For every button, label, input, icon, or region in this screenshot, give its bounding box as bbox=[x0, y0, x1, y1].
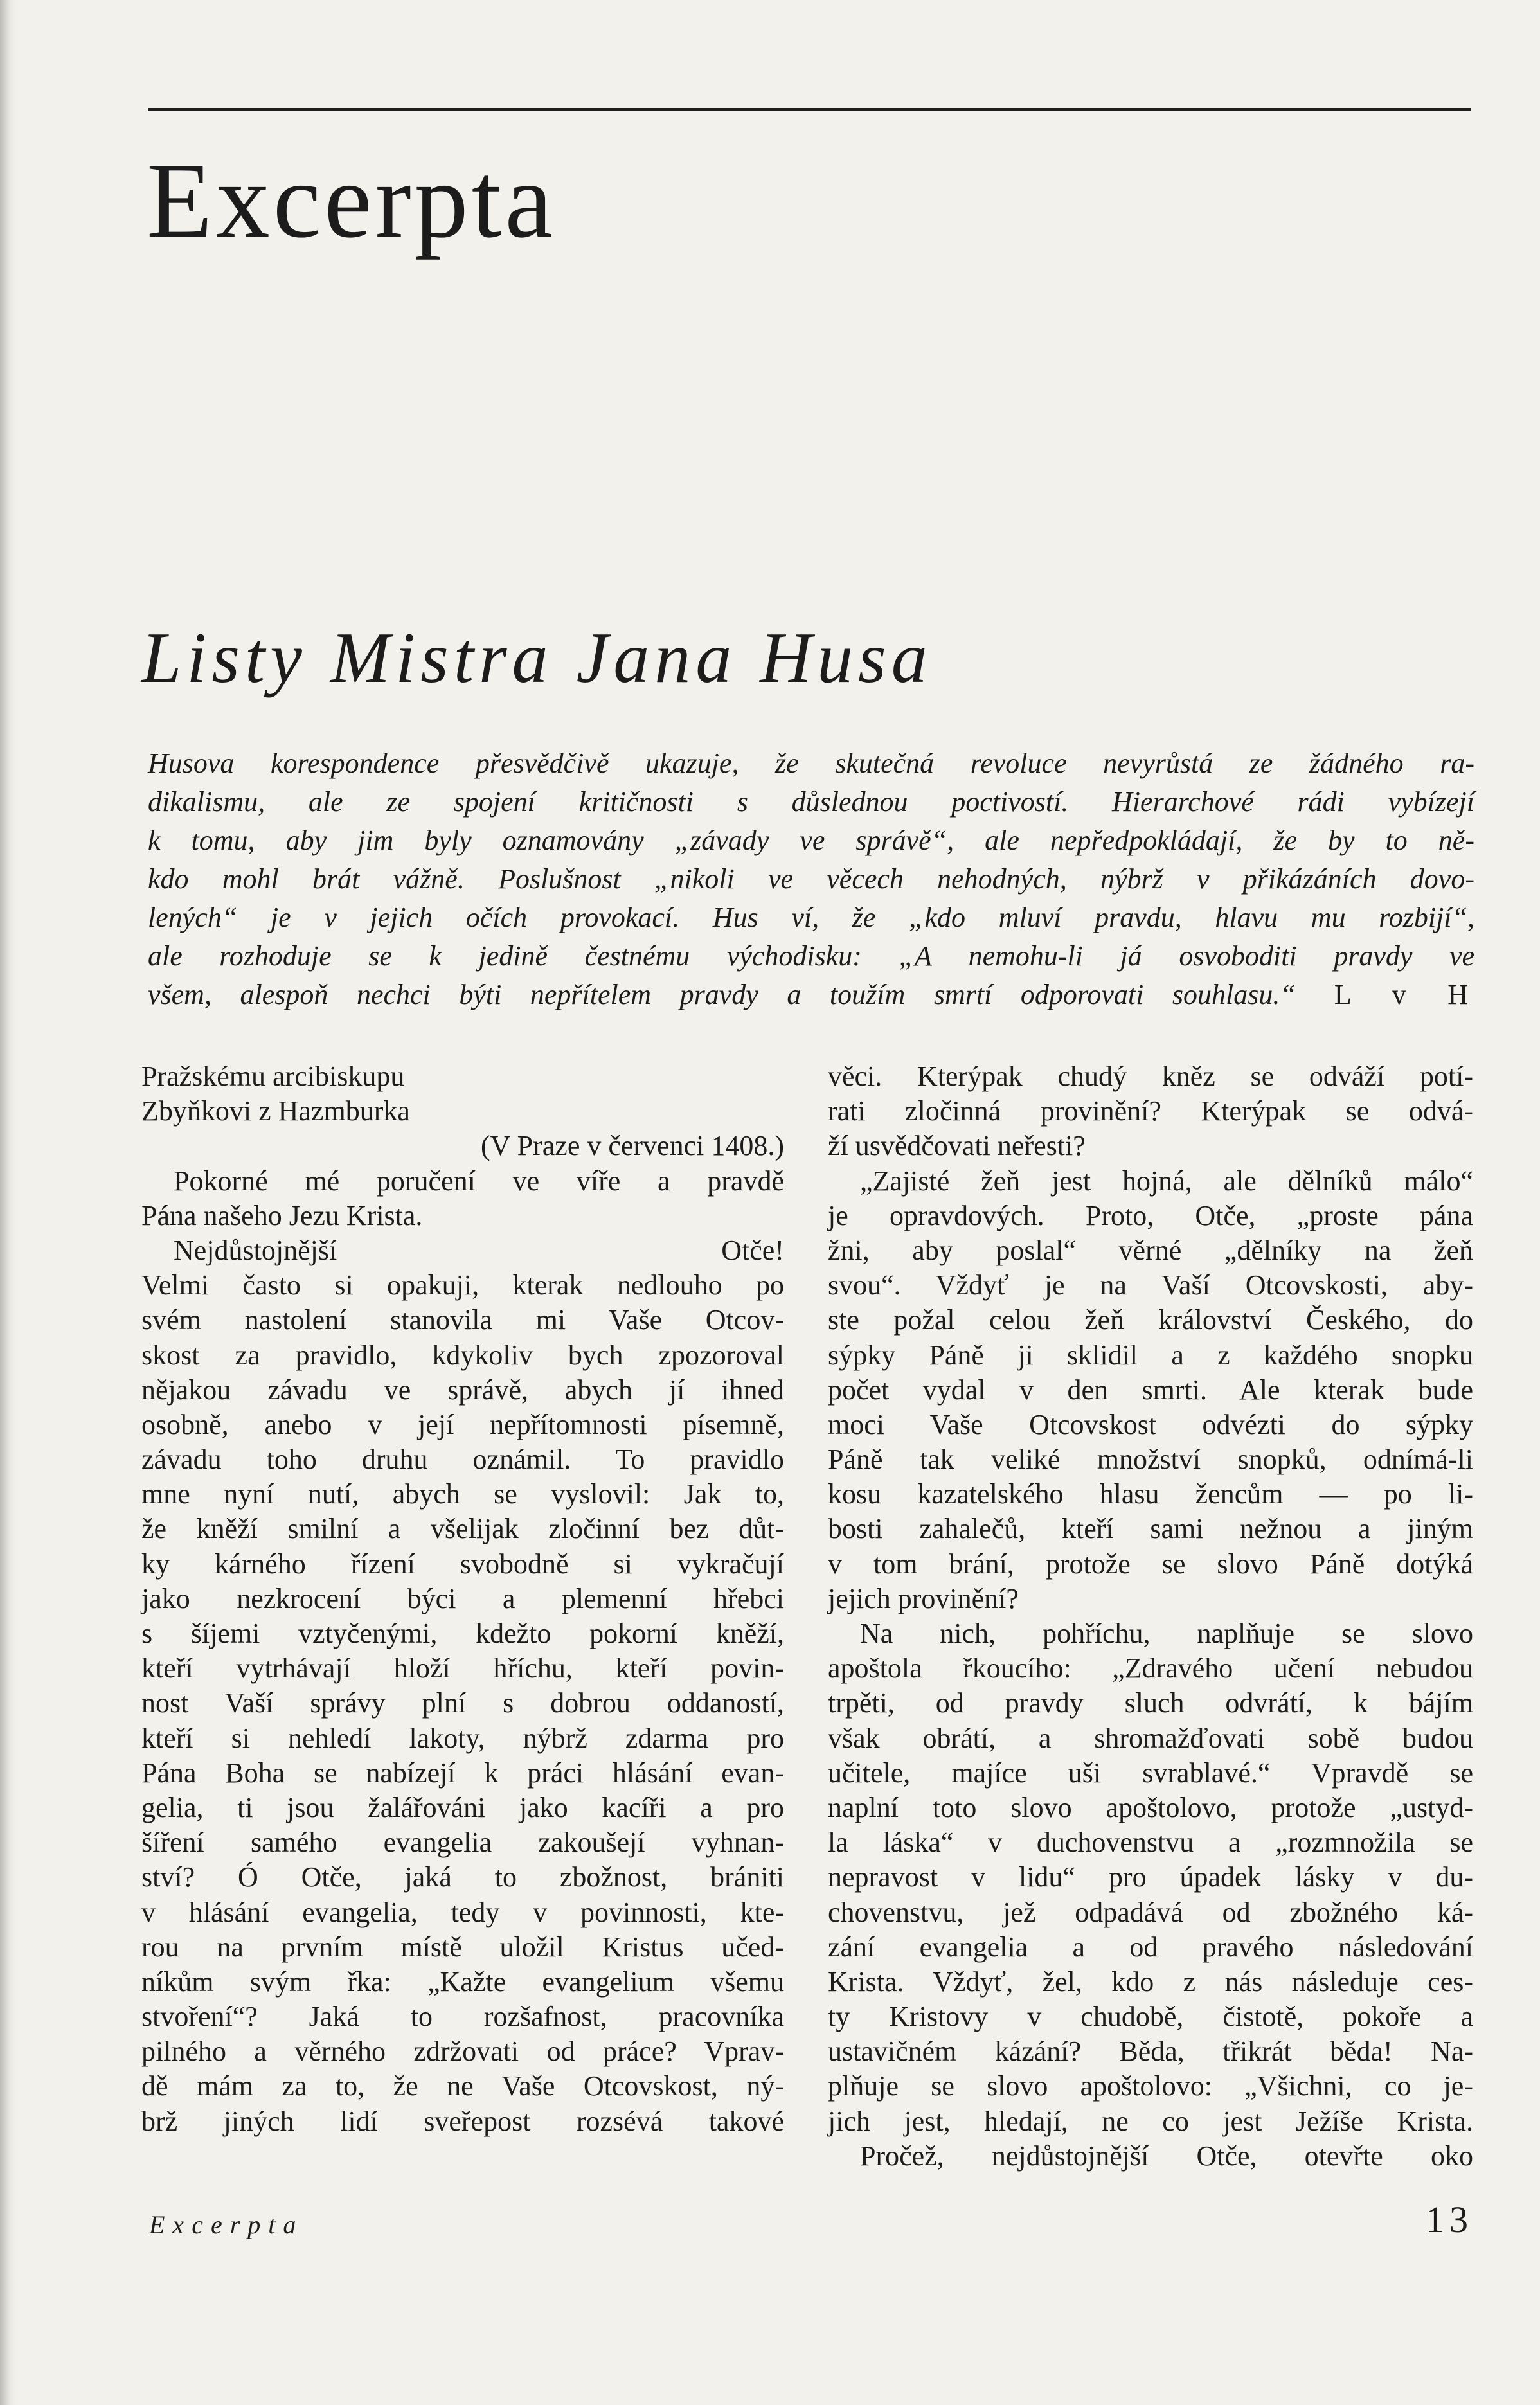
left_column-line: Pražskému arcibiskupu bbox=[141, 1060, 405, 1092]
left_column-line: rou na prvním místě uložil Kristus učed- bbox=[141, 1931, 784, 1963]
footer-label: Excerpta bbox=[149, 2210, 304, 2239]
right_column-line: rati zločinná provinění? Kterýpak se odvá- bbox=[828, 1095, 1473, 1127]
section-title: Excerpta bbox=[147, 141, 556, 260]
left_column-line: Velmi často si opakuji, kterak nedlouho po bbox=[141, 1269, 784, 1301]
left_column-line: (V Praze v červenci 1408.) bbox=[481, 1130, 784, 1162]
right_column-line: však obrátí, a shromažďovati sobě budou bbox=[828, 1722, 1473, 1754]
right_column-line: svou“. Vždyť je na Vaší Otcovskosti, aby- bbox=[828, 1269, 1473, 1301]
abstract-signature: L v H bbox=[1334, 979, 1474, 1010]
right-column bbox=[828, 1059, 1473, 2174]
right_column-line: Páně tak veliké množství snopků, odnímá-li bbox=[828, 1444, 1473, 1476]
abstract-line: všem, alespoň nechci býti nepřítelem pravdy a toužím smrtí odporovati souhlasu.“ bbox=[148, 979, 1296, 1010]
left_column-line: pilného a věrného zdržovati od práce? Vprav- bbox=[141, 2035, 784, 2068]
page-number: 13 bbox=[1426, 2199, 1473, 2240]
article-title: Listy Mistra Jana Husa bbox=[141, 618, 933, 698]
left_column-line: Pána našeho Jezu Krista. bbox=[141, 1199, 423, 1231]
left_column-line: osobně, anebo v její nepřítomnosti písemně, bbox=[141, 1408, 784, 1440]
left_column-line: v hlásání evangelia, tedy v povinnosti, kte- bbox=[141, 1896, 784, 1928]
left_column-line: jako nezkrocení býci a plemenní hřebci bbox=[141, 1582, 784, 1614]
right_column-line: učitele, majíce uši svrablavé.“ Vpravdě se bbox=[828, 1757, 1473, 1789]
right_column-line: „Zajisté žeň jest hojná, ale dělníků málo“ bbox=[860, 1165, 1473, 1197]
right_column-line: bosti zahalečů, kteří sami nežnou a jiným bbox=[828, 1513, 1473, 1545]
right_column-line: apoštola řkoucího: „Zdravého učení nebudou bbox=[828, 1652, 1473, 1685]
left_column-line: Nejdůstojnější Otče! bbox=[174, 1234, 784, 1266]
abstract-line: ale rozhoduje se k jedině čestnému východisku: „A nemohu-li já osvoboditi pravdy ve bbox=[148, 940, 1474, 972]
abstract-line: Husova korespondence přesvědčivě ukazuje, že skutečná revoluce nevyrůstá ze žádného ra- bbox=[148, 747, 1474, 779]
right_column-line: plňuje se slovo apoštolovo: „Všichni, co je- bbox=[828, 2070, 1473, 2102]
top-rule bbox=[148, 108, 1471, 111]
right_column-line: nepravost v lidu“ pro úpadek lásky v du- bbox=[828, 1861, 1473, 1893]
left_column-line: brž jiných lidí sveřepost rozsévá takové bbox=[141, 2105, 784, 2137]
right_column-line: ty Kristovy v chudobě, čistotě, pokoře a bbox=[828, 2001, 1473, 2033]
right_column-line: věci. Kterýpak chudý kněz se odváží potí- bbox=[828, 1060, 1473, 1092]
left_column-line: kteří si nehledí lakoty, nýbrž zdarma pro bbox=[141, 1722, 784, 1754]
right_column-line: je opravdových. Proto, Otče, „proste pána bbox=[828, 1199, 1473, 1231]
right_column-line: zání evangelia a od pravého následování bbox=[828, 1931, 1473, 1963]
right_column-line: jejich provinění? bbox=[828, 1582, 1019, 1614]
left_column-line: gelia, ti jsou žalářováni jako kacíři a pro bbox=[141, 1791, 784, 1823]
left_column-line: kteří vytrhávají hloží hříchu, kteří povin- bbox=[141, 1652, 784, 1685]
left_column-line: skost za pravidlo, kdykoliv bych zpozoroval bbox=[141, 1339, 784, 1371]
left_column-line: šíření samého evangelia zakoušejí vyhnan- bbox=[141, 1827, 784, 1859]
left_column-line: Pokorné mé poručení ve víře a pravdě bbox=[174, 1165, 784, 1197]
right_column-line: kosu kazatelského hlasu žencům — po li- bbox=[828, 1478, 1473, 1510]
left_column-line: Pána Boha se nabízejí k práci hlásání evan- bbox=[141, 1757, 784, 1789]
left_column-line: závadu toho druhu oznámil. To pravidlo bbox=[141, 1444, 784, 1476]
right_column-line: ste požal celou žeň království Českého, do bbox=[828, 1304, 1473, 1336]
right_column-line: chovenstvu, jež odpadává od zbožného ká- bbox=[828, 1896, 1473, 1928]
abstract-line: lených“ je v jejich očích provokací. Hus ví, že „kdo mluví pravdu, hlavu mu rozbijí“, bbox=[148, 902, 1474, 933]
right_column-line: jich jest, hledají, ne co jest Ježíše Krista. bbox=[828, 2105, 1473, 2137]
right_column-line: naplní toto slovo apoštolovo, protože „ustyd- bbox=[828, 1791, 1473, 1823]
right_column-line: trpěti, od pravdy sluch odvrátí, k bájím bbox=[828, 1687, 1473, 1719]
left_column-line: nost Vaší správy plní s dobrou oddaností, bbox=[141, 1687, 784, 1719]
right_column-line: Pročež, nejdůstojnější Otče, otevřte oko bbox=[860, 2140, 1473, 2172]
right_column-line: sýpky Páně ji sklidil a z každého snopku bbox=[828, 1339, 1473, 1371]
abstract-line: kdo mohl brát vážně. Poslušnost „nikoli ve věcech nehodných, nýbrž v přikázáních dovo- bbox=[148, 863, 1474, 895]
left_column-line: dě mám za to, že ne Vaše Otcovskost, ný- bbox=[141, 2070, 784, 2102]
left_column-line: svém nastolení stanovila mi Vaše Otcov- bbox=[141, 1304, 784, 1336]
right_column-line: Na nich, pohříchu, naplňuje se slovo bbox=[860, 1618, 1473, 1649]
abstract bbox=[148, 744, 1474, 1014]
right_column-line: Krista. Vždyť, žel, kdo z nás následuje ces- bbox=[828, 1965, 1473, 1998]
abstract-line: k tomu, aby jim byly oznamovány „závady ve správě“, ale nepředpokládají, že by to ně- bbox=[148, 825, 1474, 856]
scan-edge bbox=[0, 0, 17, 2405]
left_column-line: níkům svým řka: „Kažte evangelium všemu bbox=[141, 1965, 784, 1998]
right_column-line: v tom brání, protože se slovo Páně dotýká bbox=[828, 1548, 1473, 1580]
left_column-line: Zbyňkovi z Hazmburka bbox=[141, 1095, 410, 1127]
right_column-line: moci Vaše Otcovskost odvézti do sýpky bbox=[828, 1408, 1473, 1440]
left_column-line: nějakou závadu ve správě, abych jí ihned bbox=[141, 1373, 784, 1406]
left_column-line: s šíjemi vztyčenými, kdežto pokorní kněží, bbox=[141, 1618, 784, 1649]
left_column-line: ky kárného řízení svobodně si vykračují bbox=[141, 1548, 784, 1580]
abstract-last-line bbox=[148, 976, 1474, 1014]
right_column-line: la láska“ v duchovenstvu a „rozmnožila se bbox=[828, 1827, 1473, 1859]
abstract-line: dikalismu, ale ze spojení kritičnosti s důslednou poctivostí. Hierarchové rádi vybízejí bbox=[148, 786, 1474, 818]
right_column-line: ží usvědčovati neřesti? bbox=[828, 1130, 1086, 1162]
left-column bbox=[141, 1059, 784, 2139]
left_column-line: ství? Ó Otče, jaká to zbožnost, brániti bbox=[141, 1861, 784, 1893]
right_column-line: počet vydal v den smrti. Ale kterak bude bbox=[828, 1373, 1473, 1406]
right_column-line: ustavičném kázání? Běda, třikrát běda! Na- bbox=[828, 2035, 1473, 2068]
left_column-line: mne nyní nutí, abych se vyslovil: Jak to, bbox=[141, 1478, 784, 1510]
left_column-line: že kněží smilní a všelijak zločinní bez důt- bbox=[141, 1513, 784, 1545]
left_column-line: stvoření“? Jaká to rozšafnost, pracovníka bbox=[141, 2001, 784, 2033]
right_column-line: žni, aby poslal“ věrné „dělníky na žeň bbox=[828, 1234, 1473, 1266]
